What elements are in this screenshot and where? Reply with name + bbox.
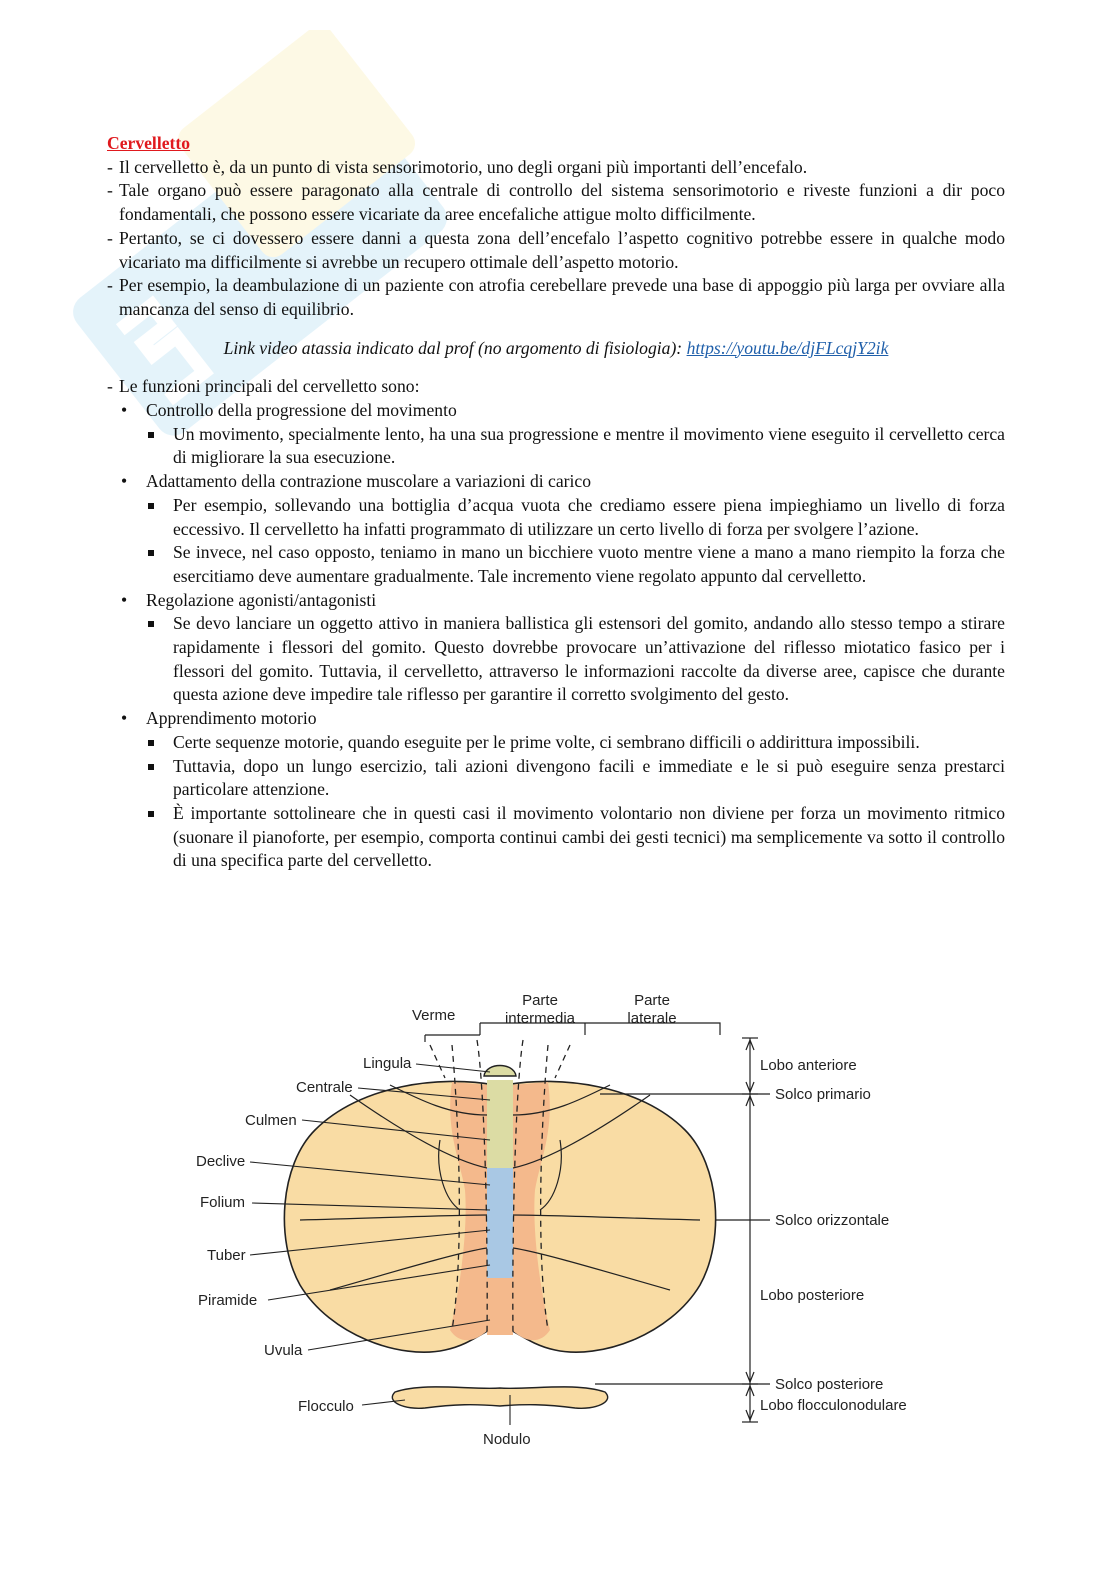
flocculonodular-lobe <box>392 1387 607 1408</box>
function-point <box>146 541 1005 588</box>
intro-item: - Il cervelletto è, da un punto di vista sensorimotorio, uno degli organi più importanti dell’encefalo. <box>107 156 1005 180</box>
intro-item: - Tale organo può essere paragonato alla centrale di controllo del sistema sensorimotorio e riveste funzioni a dir poco fondamentali, che possono essere vicariate da aree encefaliche attigue molto difficilmente. <box>107 179 1005 226</box>
square-bullet-icon <box>148 432 154 438</box>
cerebellum-diagram <box>190 990 930 1460</box>
function-item <box>107 589 1005 708</box>
video-link[interactable]: https://youtu.be/djFLcqjY2ik <box>686 337 889 358</box>
function-point-text: Certe sequenze motorie, quando eseguite per le prime volte, ci sembrano difficili o addirittura impossibili. <box>173 731 920 752</box>
label-solco-posteriore: Solco posteriore <box>775 1376 884 1393</box>
functions-intro-list <box>107 375 1005 399</box>
label-solco-orizzontale: Solco orizzontale <box>775 1212 890 1229</box>
label-verme: Verme <box>412 1007 456 1024</box>
function-point <box>146 755 1005 802</box>
intro-item: - Per esempio, la deambulazione di un paziente con atrofia cerebellare prevede una base di appoggio più larga per ovviare alla mancanza del senso di equilibrio. <box>107 274 1005 321</box>
label-lobo-anteriore: Lobo anteriore <box>760 1057 857 1074</box>
label-declive: Declive <box>196 1153 246 1170</box>
label-lobo-flocculonodulare: Lobo flocculonodulare <box>760 1397 907 1414</box>
label-uvula: Uvula <box>264 1342 303 1359</box>
function-point-text: Per esempio, sollevando una bottiglia d’acqua vuota che crediamo essere piena impieghiamo un livello di forza eccessivo. Il cervelletto ha infatti programmato di utilizzare un certo livello di forza per svolgere l’azione. <box>173 494 1005 539</box>
label-solco-primario: Solco primario <box>775 1086 871 1103</box>
label-centrale: Centrale <box>296 1079 353 1096</box>
function-heading: Controllo della progressione del movimento <box>146 400 457 421</box>
square-bullet-icon <box>148 811 154 817</box>
square-bullet-icon <box>148 503 154 509</box>
functions-intro: - Le funzioni principali del cervelletto sono: <box>107 375 1005 399</box>
vermis-middle <box>487 1168 513 1278</box>
label-lobo-posteriore: Lobo posteriore <box>760 1287 865 1304</box>
bullet-icon: • <box>121 708 128 729</box>
function-item <box>107 707 1005 873</box>
label-parte-laterale-2: laterale <box>627 1010 677 1027</box>
label-piramide: Piramide <box>198 1292 258 1309</box>
function-point <box>146 612 1005 707</box>
bullet-icon: • <box>121 400 128 421</box>
function-heading: Adattamento della contrazione muscolare a variazioni di carico <box>146 471 592 492</box>
label-nodulo: Nodulo <box>483 1431 531 1448</box>
bullet-icon: • <box>121 471 128 492</box>
function-point <box>146 423 1005 470</box>
function-points <box>146 612 1005 707</box>
function-points <box>146 731 1005 873</box>
function-point <box>146 731 1005 755</box>
function-points <box>146 494 1005 589</box>
video-link-line <box>107 337 1005 361</box>
functions-list <box>107 399 1005 873</box>
intro-list <box>107 156 1005 322</box>
function-heading: Regolazione agonisti/antagonisti <box>146 589 377 610</box>
label-parte-laterale-1: Parte <box>634 992 670 1009</box>
function-point-text: Se invece, nel caso opposto, teniamo in mano un bicchiere vuoto mentre viene a mano a mano riempito la forza che esercitiamo deve aumentare gradualmente. Tale incremento viene regolato appunto dal cervelletto. <box>173 542 1005 586</box>
function-item <box>107 399 1005 470</box>
label-flocculo: Flocculo <box>298 1398 354 1415</box>
label-folium: Folium <box>200 1194 246 1211</box>
square-bullet-icon <box>148 764 154 770</box>
label-parte-intermedia-2: intermedia <box>504 1010 576 1027</box>
square-bullet-icon <box>148 621 154 627</box>
function-item <box>107 470 1005 589</box>
label-lingula: Lingula <box>363 1055 412 1072</box>
function-point <box>146 494 1005 541</box>
section-title: Cervelletto <box>107 133 191 153</box>
function-point <box>146 802 1005 873</box>
intro-item: - Pertanto, se ci dovessero essere danni a questa zona dell’encefalo l’aspetto cognitivo potrebbe essere in qualche modo vicariato ma difficilmente si avrebbe un recupero ottimale dell’aspetto motorio. <box>107 227 1005 274</box>
vermis-lower <box>487 1278 513 1335</box>
label-culmen: Culmen <box>245 1112 297 1129</box>
main-text <box>107 132 1005 873</box>
function-point-text: Tuttavia, dopo un lungo esercizio, tali azioni divengono facili e immediate e le si può eseguire senza prestarci particolare attenzione. <box>173 755 1005 800</box>
video-link-caption: Link video atassia indicato dal prof (no argomento di fisiologia): <box>223 337 687 358</box>
label-tuber: Tuber <box>207 1247 246 1264</box>
function-points <box>146 423 1005 470</box>
function-point-text: Se devo lanciare un oggetto attivo in maniera ballistica gli estensori del gomito, andando allo stesso tempo a stirare rapidamente i flessori del gomito. Questo dovrebbe provocare un’attivazione del riflesso miotatico fasico per i flessori del gomito. Tuttavia, il cervelletto, attraverso le informazioni raccolte da diverse aree, capisce che durante questa azione deve impedire tale riflesso per garantire il corretto svolgimento del gesto. <box>173 613 1005 705</box>
square-bullet-icon <box>148 740 154 746</box>
label-parte-intermedia-1: Parte <box>522 992 558 1009</box>
function-heading: Apprendimento motorio <box>146 708 317 729</box>
lingula-shape <box>484 1066 516 1077</box>
vermis-upper <box>487 1080 513 1168</box>
function-point-text: È importante sottolineare che in questi casi il movimento volontario non diviene per forza un movimento ritmico (suonare il pianoforte, per esempio, comporta continui cambi dei gesti tecnici) ma semplicemente va sotto il controllo di una specifica parte del cervelletto. <box>173 802 1005 871</box>
square-bullet-icon <box>148 550 154 556</box>
function-point-text: Un movimento, specialmente lento, ha una sua progressione e mentre il movimento viene eseguito il cervelletto cerca di migliorare la sua esecuzione. <box>173 423 1005 468</box>
bullet-icon: • <box>121 589 128 610</box>
